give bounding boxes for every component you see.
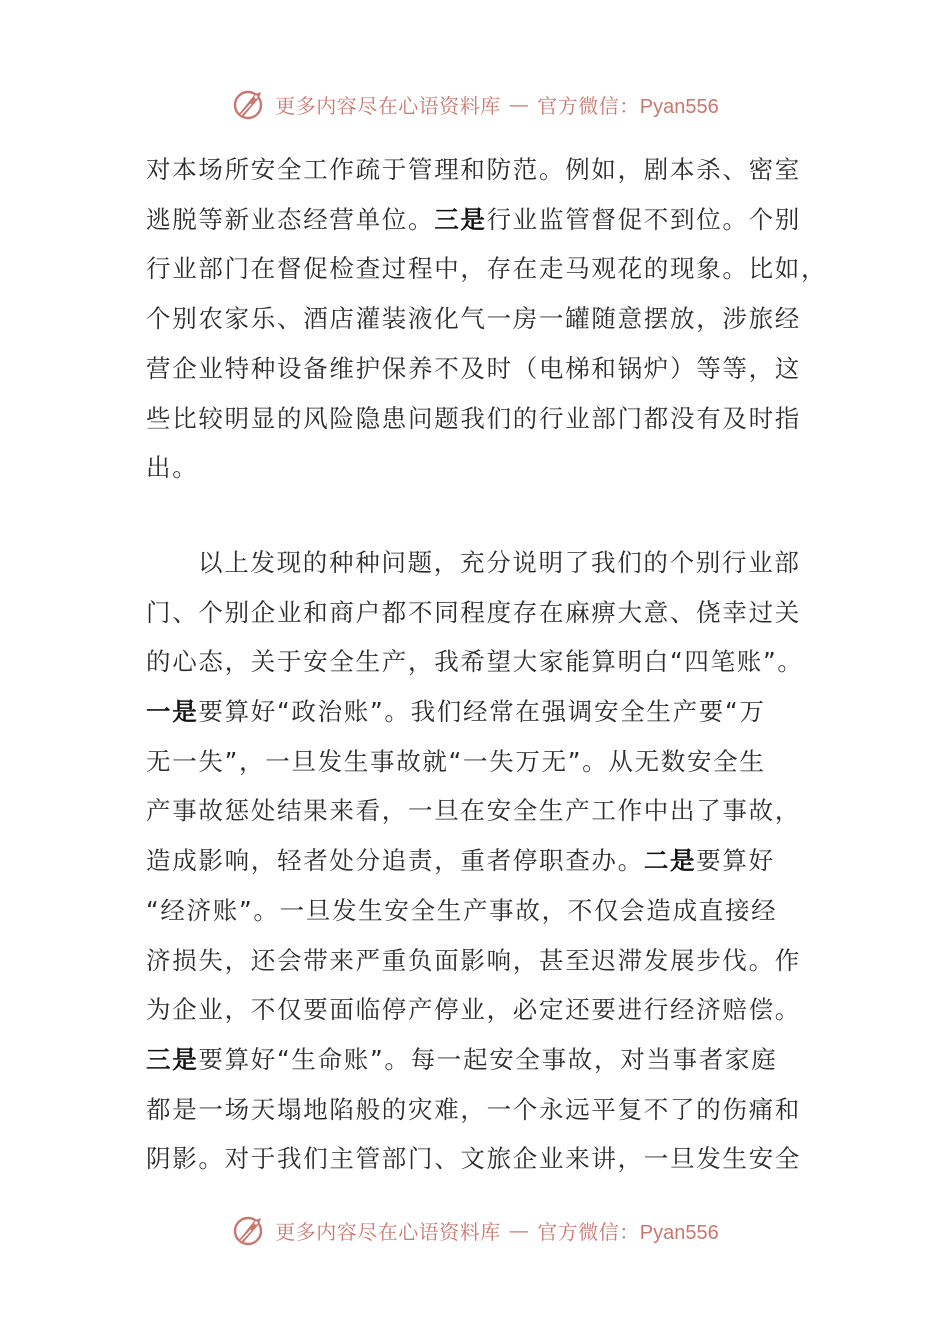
text-run: 个别农家乐、酒店灌装液化气一房一罐随意摆放，涉旅经 [146,304,801,334]
text-run: 无一失”，一旦发生事故就“一失万无”。从无数安全生 [146,746,766,776]
text-line [146,244,828,294]
bold-ordinal: 一是 [146,697,199,727]
text-line [146,394,806,444]
text-run: 营企业特种设备维护保养不及时（电梯和锅炉）等等，这 [146,353,801,383]
text-run: 为企业，不仅要面临停产停业，必定还要进行经济赔偿。 [146,995,801,1025]
bold-ordinal: 二是 [643,846,697,876]
text-run: 以上发现的种种问题，充分说明了我们的个别行业部 [198,547,801,577]
text-run: 要算好 [696,846,775,876]
document-body [146,145,828,1184]
banner-dash: — [508,92,530,116]
banner-brand: 更多内容尽在心语资料库 [275,93,501,118]
text-line [146,443,806,493]
footer-banner [0,1208,950,1252]
text-run: 都是一场天塌地陷般的灾难，一个永远平复不了的伤痛和 [146,1094,801,1124]
banner-contact [537,1216,718,1245]
text-run: “经济账”。一旦发生安全生产事故，不仅会造成直接经 [146,895,778,925]
text-line [146,737,806,787]
text-line [146,195,806,245]
text-line [146,687,806,737]
banner-contact [537,90,718,119]
text-line [146,538,806,588]
text-run: 造成影响，轻者处分追责，重者停职查办。 [146,846,644,876]
text-line [146,886,806,936]
banner-dash: — [508,1218,530,1242]
text-line [146,294,806,344]
text-line [146,786,806,836]
text-run: 逃脱等新业态经营单位。 [146,204,435,234]
text-run: 行业部门在督促检查过程中，存在走马观花的现象。比如， [146,254,828,284]
text-run: 门、个别企业和商户都不同程度存在麻痹大意、侥幸过关 [146,597,801,627]
text-line [146,344,806,394]
text-run: 要算好“生命账”。每一起安全事故，对当事者家庭 [198,1044,778,1074]
text-run: 的心态，关于安全生产，我希望大家能算明白“四笔账”。 [146,647,804,677]
text-line [146,637,806,687]
banner-contact-label: 官方微信： [537,93,640,118]
paragraph-1 [146,145,828,493]
banner-contact-label: 官方微信： [537,1219,640,1244]
text-run: 济损失，还会带来严重负面影响，甚至迟滞发展步伐。作 [146,945,801,975]
text-line [146,1134,806,1184]
banner-contact-id: Pyan556 [639,95,719,118]
text-line [146,836,806,886]
bold-ordinal: 三是 [434,204,487,234]
text-line [146,145,806,195]
text-line [146,1085,806,1135]
paragraph-2 [146,538,806,1184]
text-line [146,588,806,638]
banner-brand: 更多内容尽在心语资料库 [275,1219,501,1244]
pen-nib-logo-icon [231,1212,267,1248]
text-run: 些比较明显的风险隐患问题我们的行业部门都没有及时指 [146,403,801,433]
text-run: 出。 [146,453,199,483]
text-line [146,936,806,986]
text-line [146,1035,806,1085]
bold-ordinal: 三是 [146,1044,199,1074]
text-run: 行业监管督促不到位。个别 [486,204,802,234]
header-banner [0,82,950,126]
text-run: 对本场所安全工作疏于管理和防范。例如，剧本杀、密室 [146,155,801,184]
text-run: 阴影。对于我们主管部门、文旅企业来讲，一旦发生安全 [146,1144,801,1174]
banner-contact-id: Pyan556 [639,1221,719,1244]
text-run: 要算好“政治账”。我们经常在强调安全生产要“万 [198,697,766,727]
pen-nib-logo-icon [231,86,267,122]
text-run: 产事故惩处结果来看，一旦在安全生产工作中出了事故， [146,796,801,826]
text-line [146,985,806,1035]
